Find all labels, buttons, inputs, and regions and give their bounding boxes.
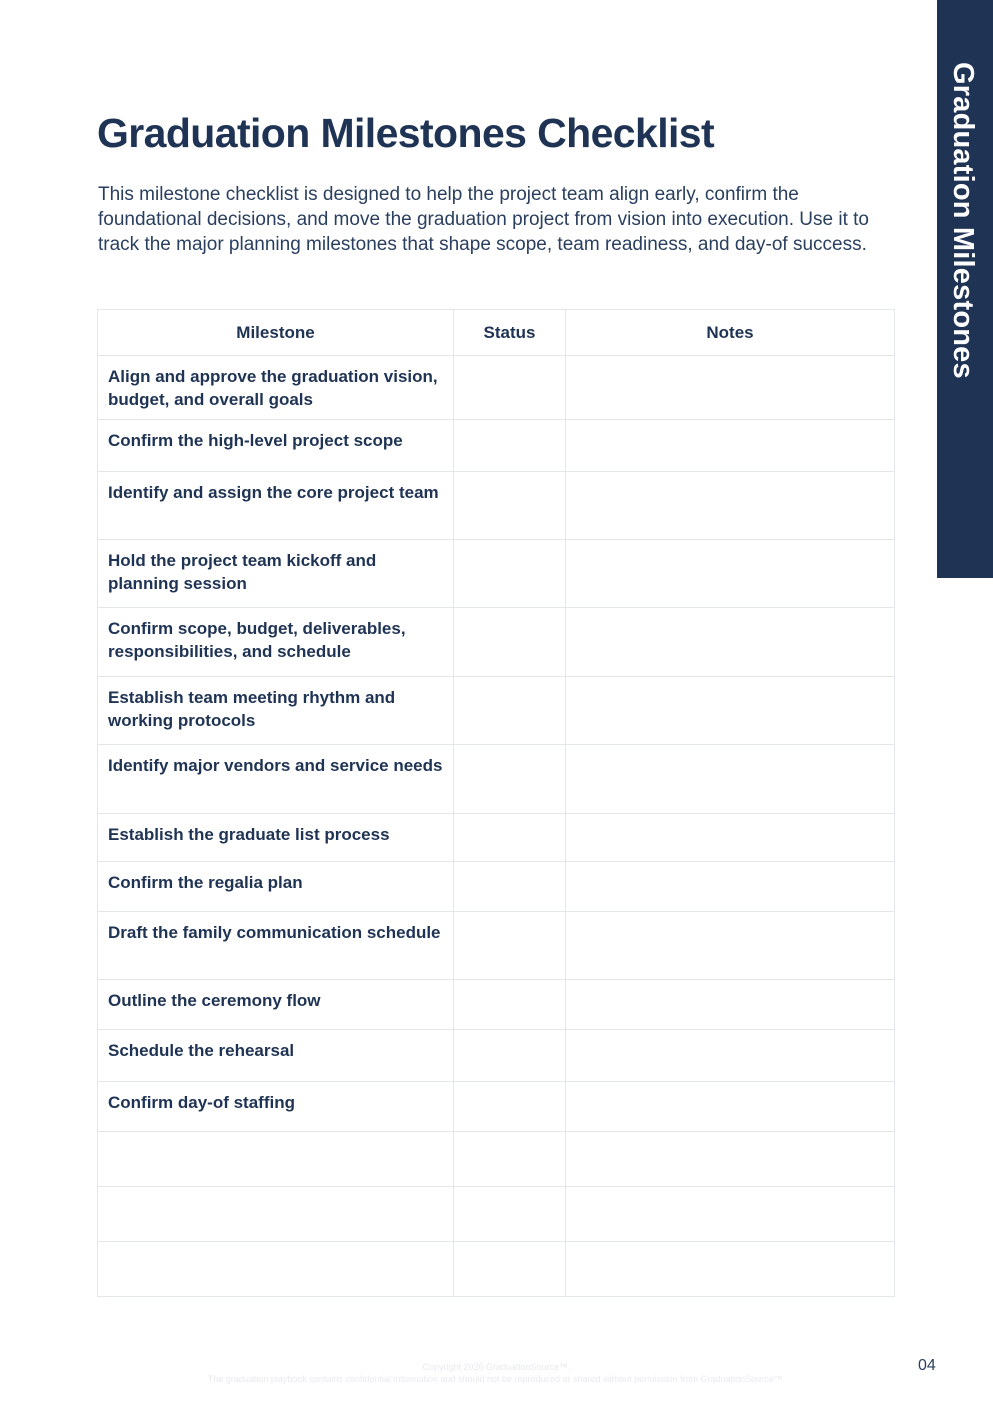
- status-cell[interactable]: [454, 677, 566, 745]
- milestone-cell[interactable]: [98, 1187, 454, 1242]
- status-cell[interactable]: [454, 980, 566, 1030]
- notes-cell[interactable]: [566, 1242, 895, 1297]
- notes-cell[interactable]: [566, 1030, 895, 1082]
- status-cell[interactable]: [454, 356, 566, 420]
- status-cell[interactable]: [454, 1187, 566, 1242]
- column-header-status: Status: [454, 310, 566, 356]
- notes-cell[interactable]: [566, 472, 895, 540]
- disclaimer-line: The graduation playbook contains confidential information and should not be reproduced or shared without permission from GraduationSource™.: [207, 1374, 786, 1384]
- notes-cell[interactable]: [566, 862, 895, 912]
- column-header-milestone: Milestone: [98, 310, 454, 356]
- status-cell[interactable]: [454, 420, 566, 472]
- notes-cell[interactable]: [566, 1082, 895, 1132]
- table-row: [98, 1132, 895, 1187]
- milestone-cell: Outline the ceremony flow: [98, 980, 454, 1030]
- column-header-notes: Notes: [566, 310, 895, 356]
- notes-cell[interactable]: [566, 608, 895, 677]
- milestone-cell: Confirm scope, budget, deliverables, responsibilities, and schedule: [98, 608, 454, 677]
- table-row: [98, 1242, 895, 1297]
- notes-cell[interactable]: [566, 980, 895, 1030]
- table-row: [98, 862, 895, 912]
- table-row: [98, 1082, 895, 1132]
- notes-cell[interactable]: [566, 1187, 895, 1242]
- notes-cell[interactable]: [566, 814, 895, 862]
- table-row: [98, 1030, 895, 1082]
- page-title: Graduation Milestones Checklist: [97, 110, 715, 156]
- milestones-table: [97, 309, 895, 1297]
- milestone-cell: Confirm the high-level project scope: [98, 420, 454, 472]
- milestone-cell: Establish team meeting rhythm and working protocols: [98, 677, 454, 745]
- table-row: [98, 814, 895, 862]
- milestone-cell: Align and approve the graduation vision, budget, and overall goals: [98, 356, 454, 420]
- milestone-cell: Draft the family communication schedule: [98, 912, 454, 980]
- table-row: [98, 420, 895, 472]
- notes-cell[interactable]: [566, 1132, 895, 1187]
- side-tab: [937, 0, 993, 578]
- notes-cell[interactable]: [566, 745, 895, 814]
- milestone-cell: Schedule the rehearsal: [98, 1030, 454, 1082]
- status-cell[interactable]: [454, 862, 566, 912]
- copyright-line: Copyright 2026 GraduationSource™.: [422, 1362, 571, 1372]
- milestone-cell: Identify major vendors and service needs: [98, 745, 454, 814]
- table-row: [98, 608, 895, 677]
- milestone-cell: Confirm day-of staffing: [98, 1082, 454, 1132]
- page-number: 04: [918, 1357, 936, 1374]
- notes-cell[interactable]: [566, 912, 895, 980]
- table-row: [98, 540, 895, 608]
- status-cell[interactable]: [454, 1030, 566, 1082]
- intro-paragraph: This milestone checklist is designed to help the project team align early, confirm the foundational decisions, and move the graduation project from vision into execution. Use it to track the major planning milestones that shape scope, team readiness, and day-of success.: [98, 184, 870, 255]
- notes-cell[interactable]: [566, 356, 895, 420]
- table-row: [98, 745, 895, 814]
- status-cell[interactable]: [454, 472, 566, 540]
- table-row: [98, 356, 895, 420]
- milestone-cell: Establish the graduate list process: [98, 814, 454, 862]
- status-cell[interactable]: [454, 1132, 566, 1187]
- milestone-cell: Identify and assign the core project team: [98, 472, 454, 540]
- status-cell[interactable]: [454, 814, 566, 862]
- status-cell[interactable]: [454, 608, 566, 677]
- table-row: [98, 677, 895, 745]
- table-row: [98, 912, 895, 980]
- notes-cell[interactable]: [566, 420, 895, 472]
- status-cell[interactable]: [454, 1242, 566, 1297]
- status-cell[interactable]: [454, 540, 566, 608]
- status-cell[interactable]: [454, 912, 566, 980]
- status-cell[interactable]: [454, 1082, 566, 1132]
- notes-cell[interactable]: [566, 677, 895, 745]
- table-row: [98, 472, 895, 540]
- table-row: [98, 980, 895, 1030]
- side-tab-label: Graduation Milestones: [947, 62, 979, 379]
- table-header-row: [98, 310, 895, 356]
- notes-cell[interactable]: [566, 540, 895, 608]
- milestone-cell[interactable]: [98, 1242, 454, 1297]
- milestone-cell: Confirm the regalia plan: [98, 862, 454, 912]
- footer-copyright: [0, 1361, 993, 1385]
- milestone-cell: Hold the project team kickoff and planning session: [98, 540, 454, 608]
- table-row: [98, 1187, 895, 1242]
- milestone-cell[interactable]: [98, 1132, 454, 1187]
- status-cell[interactable]: [454, 745, 566, 814]
